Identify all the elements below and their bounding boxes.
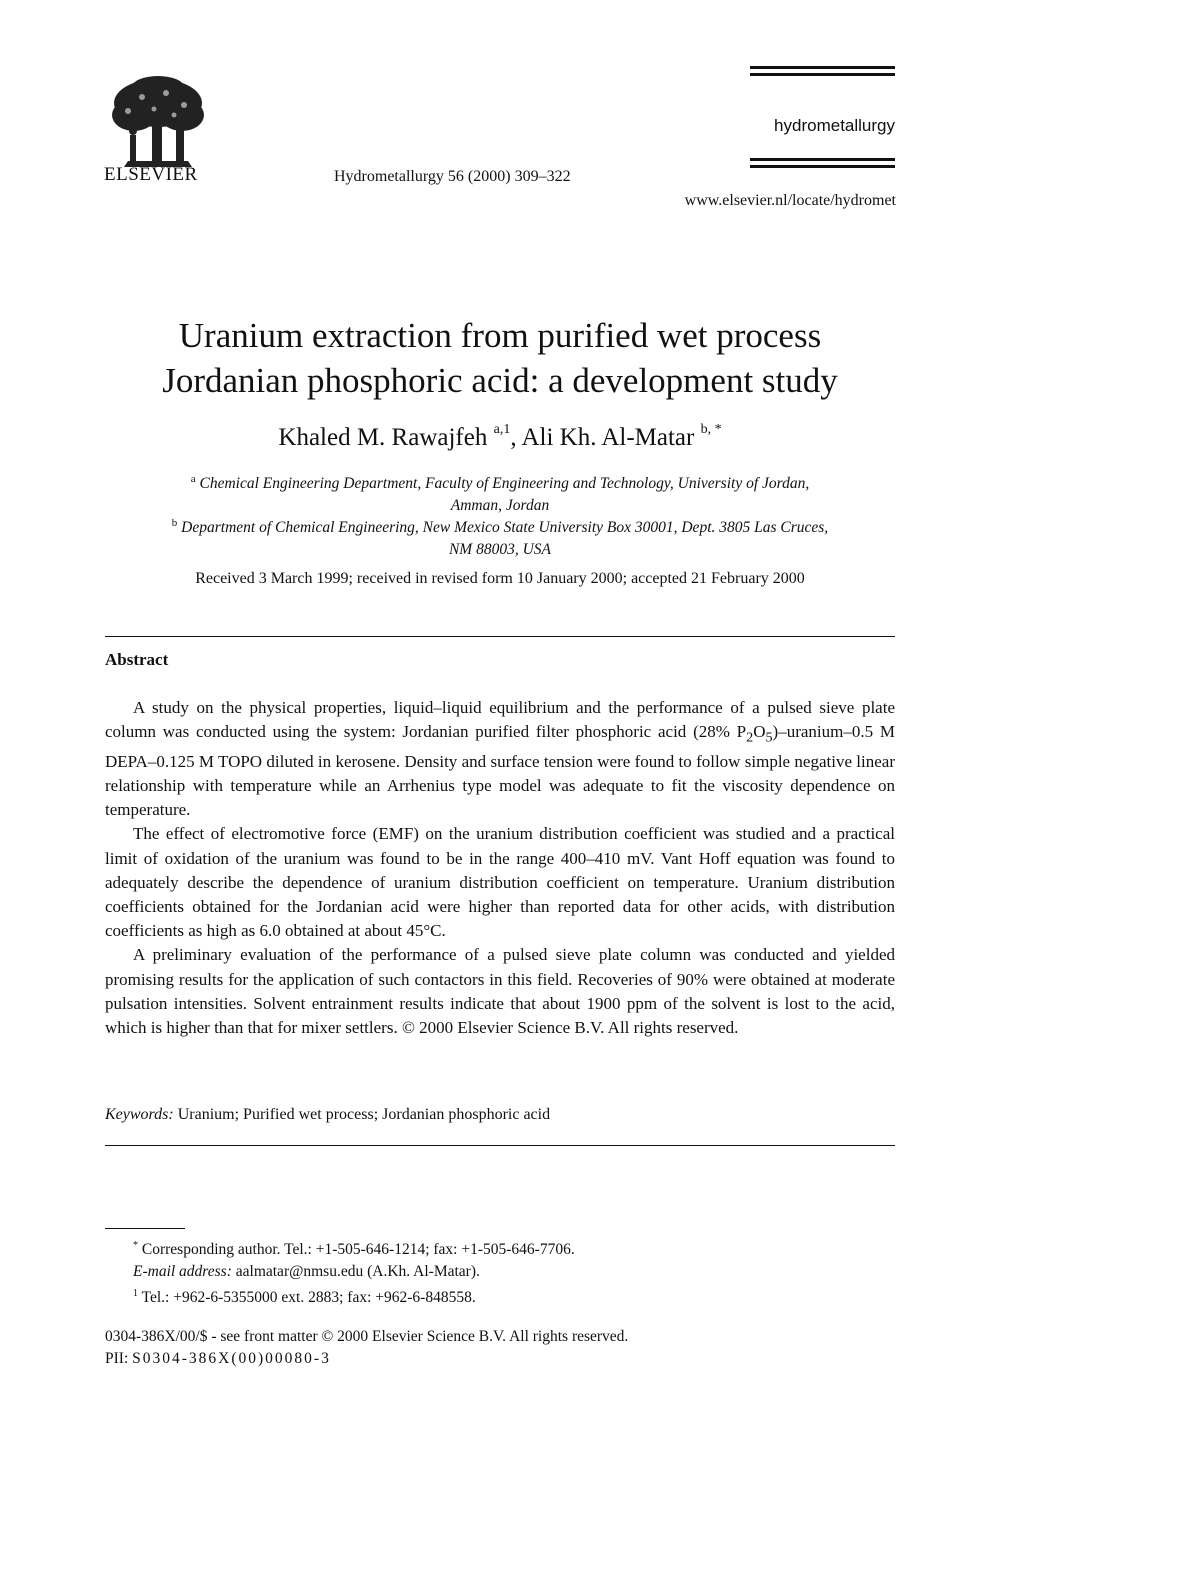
pii-code: S0304-386X(00)00080-3 [132,1350,331,1367]
footnote-1 [105,1283,895,1309]
email-label: E-mail address: [133,1263,232,1281]
subscript: 5 [765,729,773,746]
footnote-text: Tel.: +962-6-5355000 ext. 2883; fax: +962-6-848558. [141,1289,476,1307]
author-marker: a,1 [493,422,511,437]
affiliation-a [105,468,895,517]
footnote-corresponding [105,1235,895,1261]
publisher-name: ELSEVIER [104,164,198,185]
keywords-label: Keywords: [105,1106,174,1123]
author-marker: b, * [700,422,722,437]
footnotes [105,1235,895,1309]
author-list: Khaled M. Rawajfeh $^{a,1}$, Ali Kh. Al-Matar $^{b, *}$ [278,422,722,451]
abstract-paragraph: A preliminary evaluation of the performance of a pulsed sieve plate column was conducted and yielded promising results for the application of such contactors in this field. Recoveries of 90% were obtained at moderate pulsation intensities. Solvent entrainment results indicate that about 1900 ppm of the solvent is lost to the acid, which is higher than that for mixer settlers. © 2000 Elsevier Science B.V. All rights reserved. [105,945,895,1038]
front-matter [105,1326,895,1370]
abstract-text: A study on the physical properties, liquid–liquid equilibrium and the performance of a pulsed sieve plate column was conducted using the system: Jordanian purified filter phosphoric acid (28% P [105,698,895,742]
author-name: Ali Kh. Al-Matar [521,424,695,451]
affiliation-b [105,512,895,561]
author-name: Khaled M. Rawajfeh [278,424,488,451]
affiliation-line: Amman, Jordan [450,497,550,515]
footnote-text: Corresponding author. Tel.: +1-505-646-1214; fax: +1-505-646-7706. [141,1241,575,1259]
title-line-1: Uranium extraction from purified wet process [178,316,822,355]
journal-rules-bottom [750,158,895,172]
affiliation-line: NM 88003, USA [448,541,552,559]
abstract-text: O [753,722,766,742]
footnote-email [105,1261,895,1283]
journal-citation: Hydrometallurgy 56 (2000) 309–322 [334,168,571,185]
journal-rules-top [750,66,895,80]
divider-top [105,636,895,637]
journal-url[interactable]: www.elsevier.nl/locate/hydromet [684,192,896,209]
divider-bottom [105,1145,895,1146]
title-line-2: Jordanian phosphoric acid: a development study [162,361,838,400]
pii-line [105,1348,895,1370]
footnote-marker: 1 [133,1288,138,1300]
footnote-rule [105,1228,185,1229]
affiliation-line: Department of Chemical Engineering, New Mexico State University Box 30001, Dept. 3805 Las Cruces, [181,519,829,537]
abstract-paragraph: The effect of electromotive force (EMF) on the uranium distribution coefficient was studied and a practical limit of oxidation of the uranium was found to be in the range 400–410 mV. Vant Hoff equation was found to adequately describe the dependence of uranium distribution coefficient on temperature. Uranium distribution coefficients obtained for the Jordanian acid were higher than reported data for other acids, with distribution coefficients as high as 6.0 obtained at about 45°C. [105,824,895,941]
affiliation-marker: a [190,473,196,485]
abstract-text: )–uranium–0.5 M DEPA–0.125 M TOPO diluted in kerosene. Density and surface tension were found to follow simple negative linear relationship with temperature while an Arrhenius type model was adequate to fit the viscosity dependence on temperature. [105,722,895,820]
pii-label: PII: [105,1350,129,1367]
abstract-heading: Abstract [105,650,169,669]
keywords [105,1106,895,1124]
article-title [100,313,900,403]
subscript: 2 [746,729,754,746]
keywords-text: Uranium; Purified wet process; Jordanian phosphoric acid [177,1106,551,1123]
email-address[interactable]: aalmatar@nmsu.edu (A.Kh. Al-Matar). [235,1263,480,1281]
issn-line: 0304-386X/00/$ - see front matter © 2000 Elsevier Science B.V. All rights reserved. [105,1328,629,1345]
footnote-marker: * [133,1240,138,1251]
affiliation-line: Chemical Engineering Department, Faculty of Engineering and Technology, University of Jordan, [199,475,810,493]
abstract-paragraph [105,696,895,822]
abstract-body [105,696,895,1040]
received-dates: Received 3 March 1999; received in revised form 10 January 2000; accepted 21 February 2000 [195,570,805,587]
journal-brand: hydrometallurgy [774,116,895,135]
affiliation-marker: b [171,517,178,529]
